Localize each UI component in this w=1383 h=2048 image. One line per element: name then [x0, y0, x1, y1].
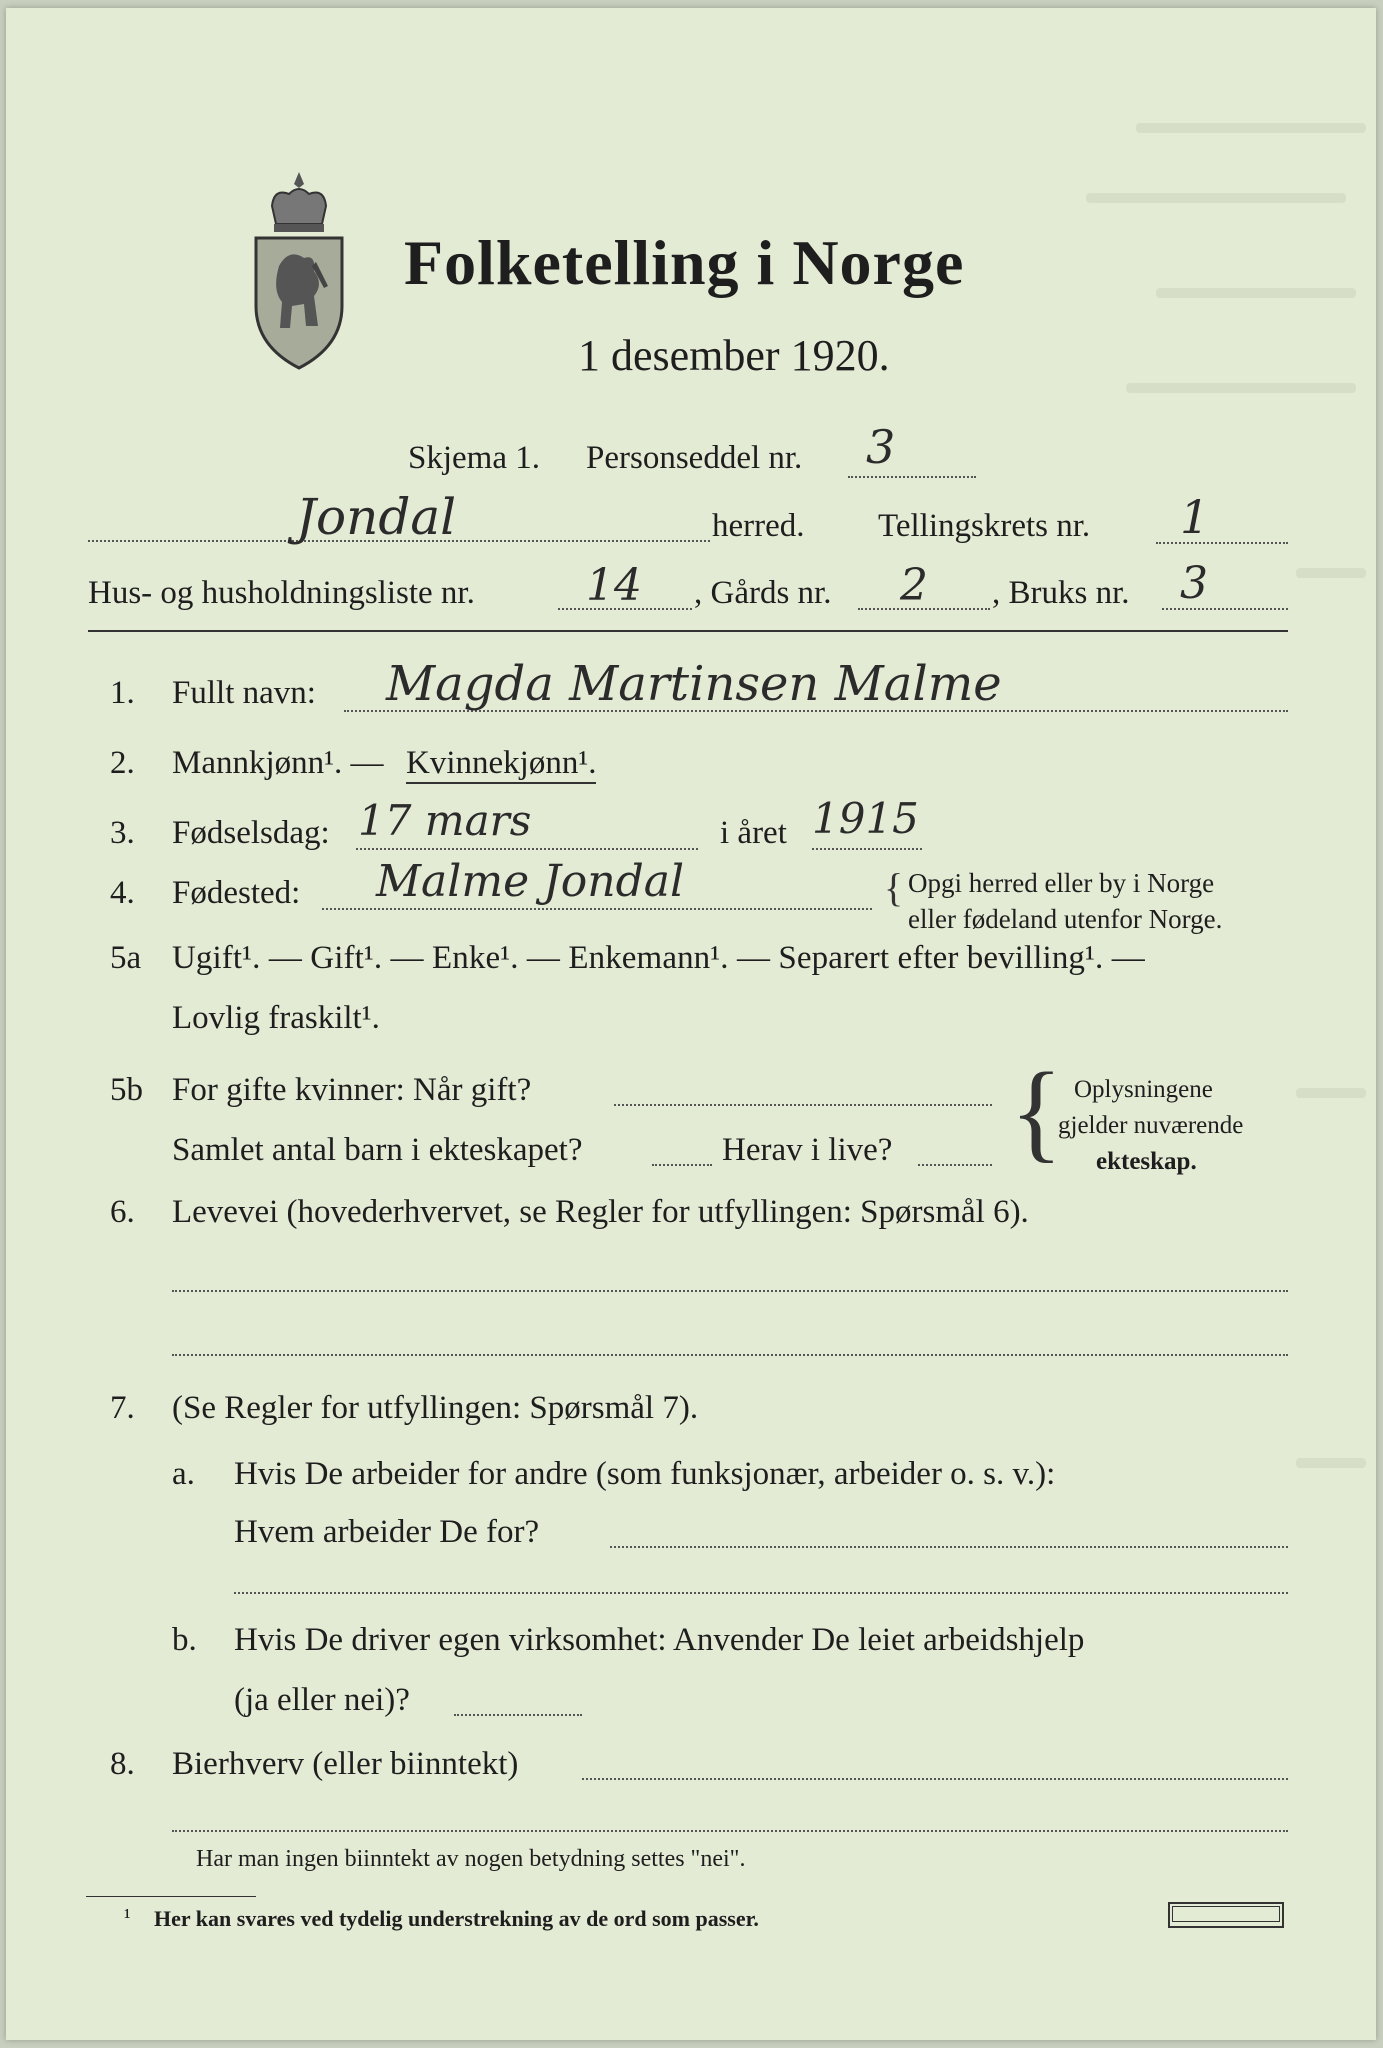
gards-value[interactable]: 2 — [900, 560, 928, 611]
birth-year-value[interactable]: 1915 — [812, 794, 919, 843]
header-separator — [88, 630, 1288, 632]
bruks-value[interactable]: 3 — [1180, 558, 1208, 609]
birthday-field-line — [356, 848, 698, 850]
bruks-label: , Bruks nr. — [992, 575, 1130, 611]
personseddel-field-line — [848, 476, 976, 478]
q7b-letter: b. — [172, 1622, 197, 1658]
q6-number: 6. — [110, 1194, 135, 1230]
year-field-line — [812, 848, 922, 850]
birthplace-value[interactable]: Malme Jondal — [376, 856, 685, 907]
gards-label: , Gårds nr. — [694, 575, 832, 611]
side-income-field-line-2[interactable] — [172, 1830, 1288, 1832]
q7a-line1: Hvis De arbeider for andre (som funksjonær, arbeider o. s. v.): — [234, 1456, 1056, 1492]
footnote-mark: ¹ — [124, 1904, 131, 1929]
q7-number: 7. — [110, 1390, 135, 1426]
bleed-through-mark — [1126, 383, 1356, 393]
year-label: i året — [720, 815, 787, 851]
tellingskrets-value[interactable]: 1 — [1180, 490, 1210, 544]
occupation-field-line-2[interactable] — [172, 1354, 1288, 1356]
bleed-through-mark — [1156, 288, 1356, 298]
hired-help-field-line[interactable] — [454, 1714, 582, 1716]
form-title: Folketelling i Norge — [404, 227, 965, 298]
skjema-label: Skjema 1. — [408, 440, 540, 476]
q5b-note-line3: ekteskap. — [1096, 1148, 1197, 1175]
q6-label: Levevei (hovederhvervet, se Regler for utfyllingen: Spørsmål 6). — [172, 1194, 1029, 1230]
birthday-value[interactable]: 17 mars — [358, 796, 532, 845]
q7-label: (Se Regler for utfyllingen: Spørsmål 7). — [172, 1390, 699, 1426]
bleed-through-mark — [1136, 123, 1366, 133]
footnote-separator — [86, 1896, 256, 1897]
bleed-through-mark — [1296, 568, 1366, 578]
tellingskrets-label: Tellingskrets nr. — [878, 508, 1091, 544]
census-date: 1 desember 1920. — [578, 331, 890, 380]
q3-label: Fødselsdag: — [172, 815, 330, 851]
q7a-line2: Hvem arbeider De for? — [234, 1514, 540, 1550]
q5a-number: 5a — [110, 940, 142, 976]
q5b-number: 5b — [110, 1072, 143, 1108]
census-form-sheet — [6, 8, 1376, 2040]
occupation-field-line-1[interactable] — [172, 1290, 1288, 1292]
bleed-through-mark — [1296, 1458, 1366, 1468]
q4-brace: { — [884, 865, 904, 910]
herred-value[interactable]: Jondal — [296, 488, 457, 546]
q4-hint-line2: eller fødeland utenfor Norge. — [908, 904, 1223, 934]
lovlig-fraskilt-option[interactable]: Lovlig fraskilt¹. — [172, 1000, 380, 1036]
kvinnekjonn-option-underlined[interactable]: Kvinnekjønn¹. — [406, 745, 596, 784]
herred-label: herred. — [712, 508, 805, 544]
q7b-line1: Hvis De driver egen virksomhet: Anvender De leiet arbeidshjelp — [234, 1622, 1085, 1658]
norwegian-lion-coat-of-arms-icon — [244, 166, 354, 376]
q5b-when-married-label: For gifte kvinner: Når gift? — [172, 1072, 532, 1108]
q1-number: 1. — [110, 675, 135, 711]
when-married-field-line — [614, 1104, 992, 1106]
husliste-value[interactable]: 14 — [586, 560, 642, 611]
q5b-children-label: Samlet antal barn i ekteskapet? — [172, 1132, 583, 1168]
husliste-label: Hus- og husholdningsliste nr. — [88, 575, 475, 611]
q4-label: Fødested: — [172, 875, 301, 911]
q1-label: Fullt navn: — [172, 675, 316, 711]
mannkjonn-option[interactable]: Mannkjønn¹. — — [172, 745, 384, 781]
q4-number: 4. — [110, 875, 135, 911]
personseddel-label: Personseddel nr. — [586, 440, 803, 476]
q3-number: 3. — [110, 815, 135, 851]
q7a-letter: a. — [172, 1456, 195, 1492]
footnote-text: Her kan svares ved tydelig understrekning av de ord som passer. — [154, 1906, 759, 1931]
employer-field-line[interactable] — [610, 1546, 1288, 1548]
q5b-note-line1: Oplysningene — [1074, 1076, 1213, 1103]
bleed-through-mark — [1086, 193, 1346, 203]
children-field-line — [652, 1164, 712, 1166]
marital-status-options[interactable]: Ugift¹. — Gift¹. — Enke¹. — Enkemann¹. — Separert efter bevilling¹. — — [172, 940, 1145, 976]
q2-number: 2. — [110, 745, 135, 781]
printer-stamp — [1168, 1902, 1284, 1928]
employer-field-line-2[interactable] — [234, 1592, 1288, 1594]
tellingskrets-field-line — [1156, 542, 1288, 544]
q7b-line2: (ja eller nei)? — [234, 1682, 410, 1718]
footer-note: Har man ingen biinntekt av nogen betydning settes "nei". — [196, 1846, 746, 1872]
q5b-living-label: Herav i live? — [722, 1132, 893, 1168]
q8-label: Bierhverv (eller biinntekt) — [172, 1746, 519, 1782]
personseddel-value[interactable]: 3 — [866, 420, 896, 474]
q5b-note-line2: gjelder nuværende — [1058, 1112, 1244, 1139]
living-field-line — [918, 1164, 992, 1166]
birthplace-field-line — [322, 908, 872, 910]
side-income-field-line[interactable] — [582, 1778, 1288, 1780]
bleed-through-mark — [1296, 1088, 1366, 1098]
q4-hint-line1: Opgi herred eller by i Norge — [908, 868, 1215, 898]
full-name-value[interactable]: Magda Martinsen Malme — [386, 656, 1002, 712]
q5b-brace: { — [1010, 1050, 1063, 1172]
q8-number: 8. — [110, 1746, 135, 1782]
